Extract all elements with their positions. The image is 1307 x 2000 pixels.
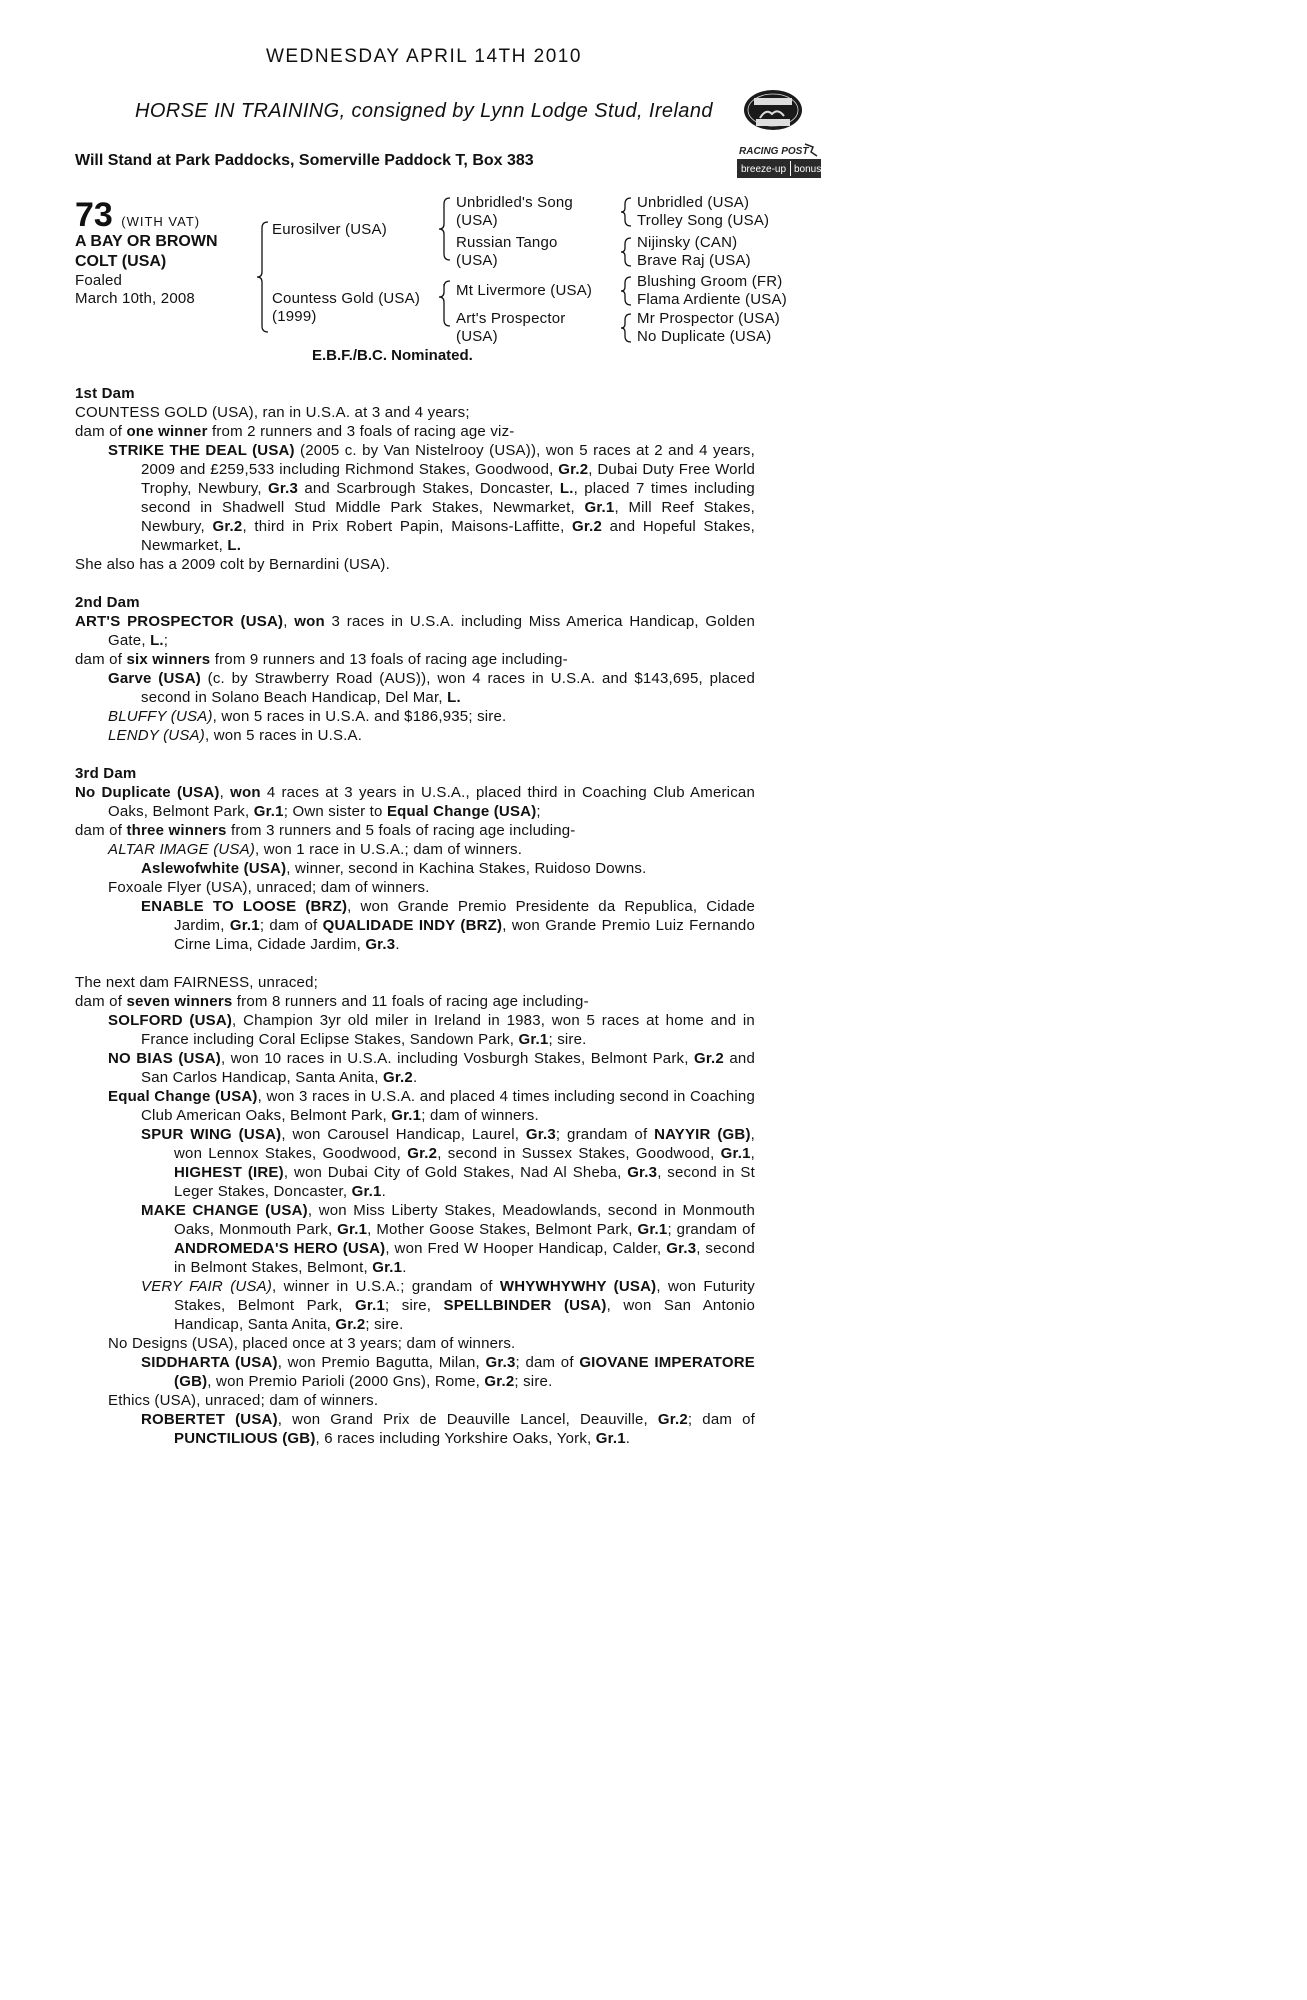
italic-run: BLUFFY (USA)	[108, 708, 213, 725]
section-heading	[75, 384, 755, 403]
text-run: , won Carousel Handicap, Laurel,	[281, 1126, 526, 1143]
text-run: (2005 c. by Van Nistelrooy (USA)), won 5 races at 2 and 4 years, 2009 and £259,533 including Richmond Stakes, Goodwood,	[141, 442, 755, 478]
text-run: ; sire.	[514, 1373, 553, 1390]
pedigree-dd-line1: Art's Prospector	[456, 310, 566, 327]
foaled-date: March 10th, 2008	[75, 290, 195, 307]
text-run: , won Grande Premio Luiz Fernando Cirne Lima, Cidade Jardim,	[174, 917, 755, 953]
consignment-title: HORSE IN TRAINING, consigned by Lynn Lodge Stud, Ireland	[135, 100, 713, 122]
bold-run: Gr.1	[372, 1259, 403, 1276]
bold-run: No Duplicate (USA)	[75, 784, 220, 801]
text-run: , won Premio Parioli (2000 Gns), Rome,	[207, 1373, 485, 1390]
bold-run: Gr.1	[351, 1183, 382, 1200]
paragraph-gap	[75, 745, 755, 764]
bold-run: SPELLBINDER (USA)	[443, 1297, 607, 1314]
bold-run: GIOVANE IMPERATORE (GB)	[174, 1354, 755, 1390]
record-paragraph	[75, 1049, 755, 1087]
pedigree-dam-dam	[456, 310, 565, 346]
text-run: Ethics (USA), unraced; dam of winners.	[108, 1392, 379, 1409]
record-paragraph	[75, 973, 755, 992]
nomination-note: E.B.F./B.C. Nominated.	[312, 347, 473, 364]
record-paragraph	[75, 840, 755, 859]
text-run: ,	[219, 784, 231, 801]
text-run: .	[402, 1259, 407, 1276]
record-paragraph	[75, 669, 755, 707]
bold-run: Gr.2	[335, 1316, 366, 1333]
record-paragraph	[75, 422, 755, 441]
bold-run: three winners	[126, 822, 227, 839]
italic-run: VERY FAIR (USA)	[141, 1278, 273, 1295]
bold-run: L.	[447, 689, 461, 706]
pedigree-dss: Blushing Groom (FR)	[637, 273, 783, 290]
text-run: , second in St Leger Stakes, Doncaster,	[174, 1164, 756, 1200]
text-run: ;	[536, 803, 541, 820]
text-run: dam of	[75, 423, 127, 440]
bold-run: HIGHEST (IRE)	[174, 1164, 284, 1181]
text-run: , won San Antonio Handicap, Santa Anita,	[174, 1297, 755, 1333]
bold-run: L.	[559, 480, 574, 497]
pedigree-sss: Unbridled (USA)	[637, 194, 750, 211]
record-paragraph	[75, 1201, 755, 1277]
text-run: , won Grande Premio Presidente da Republica, Cidade Jardim,	[174, 898, 755, 934]
pedigree-dam	[272, 290, 420, 326]
record-paragraph	[75, 726, 755, 745]
pedigree-ss-line2: (USA)	[456, 212, 498, 229]
bold-run: Gr.2	[484, 1373, 515, 1390]
text-run: ; grandam of	[667, 1221, 755, 1238]
horse-name-line1: A BAY OR BROWN	[75, 233, 218, 250]
text-run: .	[381, 1183, 386, 1200]
produce-record	[75, 384, 755, 1448]
bold-run: Gr.1	[337, 1221, 368, 1238]
text-run: from 3 runners and 5 foals of racing age including-	[226, 822, 576, 839]
text-run: ,	[750, 1145, 755, 1162]
text-run: from 2 runners and 3 foals of racing age viz-	[207, 423, 515, 440]
text-run: Foxoale Flyer (USA), unraced; dam of winners.	[108, 879, 430, 896]
bold-run: Aslewofwhite (USA)	[141, 860, 287, 877]
pedigree-dds: Mr Prospector (USA)	[637, 310, 780, 327]
bold-run: Gr.2	[693, 1050, 724, 1067]
vat-label: (WITH VAT)	[121, 214, 201, 229]
bold-run: ENABLE TO LOOSE (BRZ)	[141, 898, 348, 915]
text-run: , won 5 races in U.S.A. and $186,935; sire.	[212, 708, 507, 725]
pedigree-ddd: No Duplicate (USA)	[637, 328, 772, 345]
bold-run: Gr.3	[525, 1126, 556, 1143]
text-run: and San Carlos Handicap, Santa Anita,	[141, 1050, 756, 1086]
section-heading	[75, 593, 755, 612]
record-paragraph	[75, 859, 755, 878]
record-paragraph	[75, 1277, 755, 1334]
text-run: No Designs (USA), placed once at 3 years; dam of winners.	[108, 1335, 516, 1352]
text-run: ,	[283, 613, 295, 630]
pedigree-sd-line2: (USA)	[456, 252, 498, 269]
record-paragraph	[75, 1087, 755, 1125]
sale-date: WEDNESDAY APRIL 14TH 2010	[266, 46, 582, 67]
bold-run: Gr.1	[355, 1297, 386, 1314]
text-run: , won Miss Liberty Stakes, Meadowlands, second in Monmouth Oaks, Monmouth Park,	[174, 1202, 755, 1238]
text-run: , Mother Goose Stakes, Belmont Park,	[367, 1221, 638, 1238]
text-run: , Champion 3yr old miler in Ireland in 1983, won 5 races at home and in France including Coral Eclipse Stakes, Sandown Park,	[141, 1012, 755, 1048]
text-run: ;	[163, 632, 169, 649]
record-paragraph	[75, 783, 755, 821]
record-paragraph	[75, 897, 755, 954]
bold-run: Gr.3	[365, 936, 396, 953]
bold-run: Gr.3	[666, 1240, 697, 1257]
bold-run: Equal Change (USA)	[386, 803, 537, 820]
bold-run: Gr.1	[229, 917, 260, 934]
bold-run: Gr.1	[720, 1145, 751, 1162]
bold-run: Garve (USA)	[108, 670, 201, 687]
bold-run: Gr.3	[485, 1354, 516, 1371]
bold-run: one winner	[126, 423, 208, 440]
text-run: ; dam of	[687, 1411, 755, 1428]
text-run: 4 races at 3 years in U.S.A., placed third in Coaching Club American Oaks, Belmont Park,	[108, 784, 755, 820]
bold-run: Gr.1	[584, 499, 615, 516]
record-paragraph	[75, 1334, 755, 1353]
record-paragraph	[75, 821, 755, 840]
record-paragraph	[75, 992, 755, 1011]
paragraph-gap	[75, 574, 755, 593]
text-run: ; sire.	[365, 1316, 404, 1333]
text-run: , won 5 races in U.S.A.	[204, 727, 363, 744]
foaled-label: Foaled	[75, 272, 123, 289]
bold-run: NAYYIR (GB)	[654, 1126, 751, 1143]
text-run: , won 10 races in U.S.A. including Vosburgh Stakes, Belmont Park,	[220, 1050, 694, 1067]
bold-run: 3rd Dam	[75, 765, 137, 782]
text-run: COUNTESS GOLD (USA), ran in U.S.A. at 3 and 4 years;	[75, 404, 470, 421]
text-run: , won Premio Bagutta, Milan,	[277, 1354, 486, 1371]
pedigree-ss-line1: Unbridled's Song	[456, 194, 573, 211]
bold-run: Gr.1	[595, 1430, 626, 1447]
bold-run: six winners	[126, 651, 211, 668]
text-run: ; dam of winners.	[421, 1107, 539, 1124]
section-heading	[75, 764, 755, 783]
text-run: from 9 runners and 13 foals of racing age including-	[210, 651, 568, 668]
bold-run: ROBERTET (USA)	[141, 1411, 278, 1428]
record-paragraph	[75, 707, 755, 726]
text-run: , won Futurity Stakes, Belmont Park,	[174, 1278, 755, 1314]
bold-run: 2nd Dam	[75, 594, 140, 611]
pedigree-dsd: Flama Ardiente (USA)	[637, 291, 787, 308]
text-run: dam of	[75, 651, 127, 668]
text-run: ; Own sister to	[283, 803, 387, 820]
pedigree-dam-year: (1999)	[272, 308, 317, 325]
bold-run: Equal Change (USA)	[108, 1088, 258, 1105]
text-run: The next dam FAIRNESS, unraced;	[75, 974, 318, 991]
pedigree-sire: Eurosilver (USA)	[272, 221, 387, 238]
bold-run: Gr.2	[212, 518, 243, 535]
text-run: ; sire.	[548, 1031, 587, 1048]
bold-run: Gr.1	[253, 803, 284, 820]
italic-run: LENDY (USA)	[108, 727, 205, 744]
bold-run: Gr.1	[391, 1107, 422, 1124]
horse-name-line2: COLT (USA)	[75, 253, 167, 270]
bold-run: Gr.1	[518, 1031, 549, 1048]
text-run: , winner in U.S.A.; grandam of	[272, 1278, 500, 1295]
bold-run: Gr.2	[572, 518, 603, 535]
text-run: , Dubai Duty Free World Trophy, Newbury,	[141, 461, 755, 497]
bold-run: Gr.2	[407, 1145, 438, 1162]
text-run: from 8 runners and 11 foals of racing age including-	[232, 993, 589, 1010]
text-run: , second in Sussex Stakes, Goodwood,	[437, 1145, 721, 1162]
pedigree-sds: Nijinsky (CAN)	[637, 234, 738, 251]
bold-run: 1st Dam	[75, 385, 135, 402]
record-paragraph	[75, 612, 755, 650]
bold-run: Gr.3	[268, 480, 299, 497]
record-paragraph	[75, 1011, 755, 1049]
bold-run: Gr.2	[657, 1411, 688, 1428]
text-run: ; sire,	[385, 1297, 444, 1314]
bold-run: L.	[150, 632, 164, 649]
bold-run: SOLFORD (USA)	[108, 1012, 233, 1029]
text-run: (c. by Strawberry Road (AUS)), won 4 races in U.S.A. and $143,695, placed second in Solano Beach Handicap, Del Mar,	[141, 670, 755, 706]
record-paragraph	[75, 555, 755, 574]
bold-run: ANDROMEDA'S HERO (USA)	[174, 1240, 386, 1257]
text-run: ; dam of	[515, 1354, 580, 1371]
record-paragraph	[75, 1391, 755, 1410]
pedigree-dd-line2: (USA)	[456, 328, 498, 345]
text-run: ; grandam of	[555, 1126, 655, 1143]
text-run: , won Grand Prix de Deauville Lancel, Deauville,	[277, 1411, 658, 1428]
text-run: , won 3 races in U.S.A. and placed 4 times including second in Coaching Club American Oaks, Belmont Park,	[141, 1088, 755, 1124]
bold-run: Gr.2	[558, 461, 589, 478]
bold-run: WHYWHYWHY (USA)	[499, 1278, 657, 1295]
record-paragraph	[75, 403, 755, 422]
svg-text:RACING POST: RACING POST	[739, 146, 809, 157]
text-run: 3 races in U.S.A. including Miss America Handicap, Golden Gate,	[108, 613, 755, 649]
record-paragraph	[75, 1410, 755, 1448]
text-run: , winner, second in Kachina Stakes, Ruidoso Downs.	[286, 860, 647, 877]
text-run: , Mill Reef Stakes, Newbury,	[141, 499, 755, 535]
bold-run: QUALIDADE INDY (BRZ)	[322, 917, 503, 934]
text-run: , placed 7 times including second in Shadwell Stud Middle Park Stakes, Newmarket,	[141, 480, 755, 516]
text-run: She also has a 2009 colt by Bernardini (USA).	[75, 556, 390, 573]
text-run: , 6 races including Yorkshire Oaks, York,	[315, 1430, 596, 1447]
text-run: dam of	[75, 993, 127, 1010]
bold-run: SIDDHARTA (USA)	[141, 1354, 278, 1371]
bold-run: STRIKE THE DEAL (USA)	[108, 442, 295, 459]
record-paragraph	[75, 1353, 755, 1391]
text-run: and Scarbrough Stakes, Doncaster,	[298, 480, 560, 497]
bold-run: Gr.2	[382, 1069, 413, 1086]
text-run: , second in Belmont Stakes, Belmont,	[174, 1240, 756, 1276]
pedigree-sire-dam	[456, 234, 558, 270]
bold-run: seven winners	[126, 993, 233, 1010]
italic-run: ALTAR IMAGE (USA)	[108, 841, 256, 858]
text-run: .	[625, 1430, 631, 1447]
bold-run: won	[294, 613, 325, 630]
text-run: , won Fred W Hooper Handicap, Calder,	[385, 1240, 667, 1257]
text-run: .	[412, 1069, 418, 1086]
bold-run: won	[230, 784, 261, 801]
stand-location: Will Stand at Park Paddocks, Somerville Paddock T, Box 383	[75, 152, 534, 169]
bold-run: Gr.1	[637, 1221, 668, 1238]
bold-run: NO BIAS (USA)	[108, 1050, 221, 1067]
record-paragraph	[75, 878, 755, 897]
bold-run: SPUR WING (USA)	[141, 1126, 282, 1143]
paragraph-gap	[75, 954, 755, 973]
svg-text:breeze-up: breeze-up	[741, 164, 787, 175]
record-paragraph	[75, 650, 755, 669]
text-run: dam of	[75, 822, 127, 839]
text-run: , won Dubai City of Gold Stakes, Nad Al Sheba,	[283, 1164, 628, 1181]
record-paragraph	[75, 1125, 755, 1201]
bold-run: ART'S PROSPECTOR (USA)	[75, 613, 284, 630]
record-paragraph	[75, 441, 755, 555]
pedigree-dam-sire: Mt Livermore (USA)	[456, 282, 593, 299]
pedigree-sdd: Brave Raj (USA)	[637, 252, 751, 269]
bold-run: PUNCTILIOUS (GB)	[174, 1430, 316, 1447]
bold-run: L.	[227, 537, 242, 554]
text-run: .	[395, 936, 400, 953]
bold-run: MAKE CHANGE (USA)	[141, 1202, 308, 1219]
text-run: ; dam of	[259, 917, 323, 934]
lot-number-value: 73	[75, 196, 113, 234]
svg-text:bonus: bonus	[794, 164, 822, 175]
text-run: , won Lennox Stakes, Goodwood,	[174, 1126, 756, 1162]
bold-run: Gr.3	[627, 1164, 658, 1181]
pedigree-ssd: Trolley Song (USA)	[637, 212, 770, 229]
text-run: , won 1 race in U.S.A.; dam of winners.	[255, 841, 523, 858]
pedigree-sire-sire	[456, 194, 573, 230]
text-run: , third in Prix Robert Papin, Maisons-Laffitte,	[242, 518, 573, 535]
pedigree-sd-line1: Russian Tango	[456, 234, 558, 251]
pedigree-dam-name: Countess Gold (USA)	[272, 290, 421, 307]
text-run: and Hopeful Stakes, Newmarket,	[141, 518, 755, 554]
